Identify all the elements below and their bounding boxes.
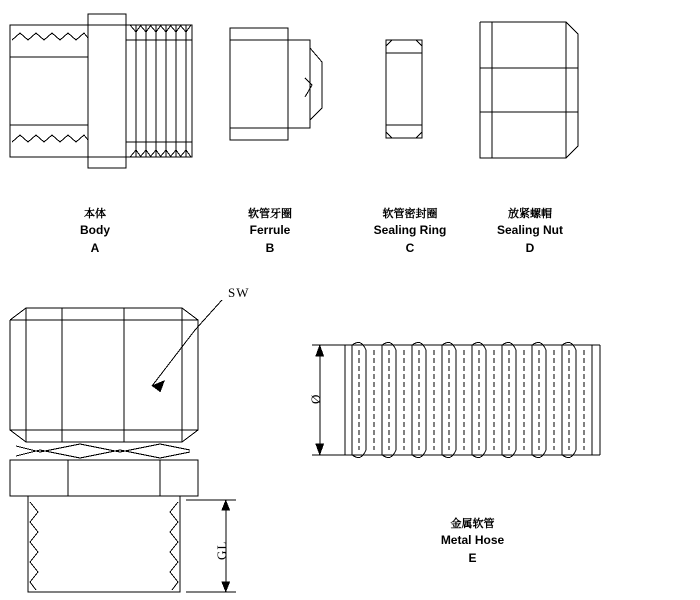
part-c-sealing-ring-drawing — [386, 40, 422, 138]
part-label-b-cn: 软管牙圈 — [248, 207, 292, 220]
assembly-drawing — [10, 300, 236, 592]
part-b-ferrule-drawing — [230, 28, 322, 140]
part-label-a — [40, 208, 150, 256]
part-label-e-en: Metal Hose — [440, 532, 505, 547]
part-e-metal-hose-drawing — [312, 342, 600, 457]
part-label-a-key: A — [90, 241, 100, 256]
part-label-a-cn: 本体 — [84, 207, 106, 220]
part-label-b-key: B — [265, 241, 275, 256]
part-label-c-en: Sealing Ring — [373, 222, 447, 237]
part-label-b-en: Ferrule — [249, 222, 291, 237]
part-label-e — [385, 518, 560, 566]
dimension-gl-label: GL — [214, 540, 229, 560]
dimension-sw-label: SW — [228, 285, 250, 300]
part-label-d-key: D — [525, 241, 535, 256]
dimension-diameter-label: Ø — [308, 393, 323, 404]
part-label-d — [474, 208, 586, 256]
part-label-d-cn: 放紧螺帽 — [508, 207, 552, 220]
part-label-c — [350, 208, 470, 256]
part-label-b — [215, 208, 325, 256]
part-label-d-en: Sealing Nut — [496, 222, 563, 237]
part-d-sealing-nut-drawing — [480, 22, 578, 158]
part-label-a-en: Body — [80, 222, 110, 237]
part-label-c-cn: 软管密封圈 — [382, 207, 438, 220]
part-a-body-drawing — [10, 14, 192, 168]
part-label-e-cn: 金属软管 — [450, 517, 495, 530]
part-label-c-key: C — [405, 241, 415, 256]
part-label-e-key: E — [468, 551, 477, 566]
